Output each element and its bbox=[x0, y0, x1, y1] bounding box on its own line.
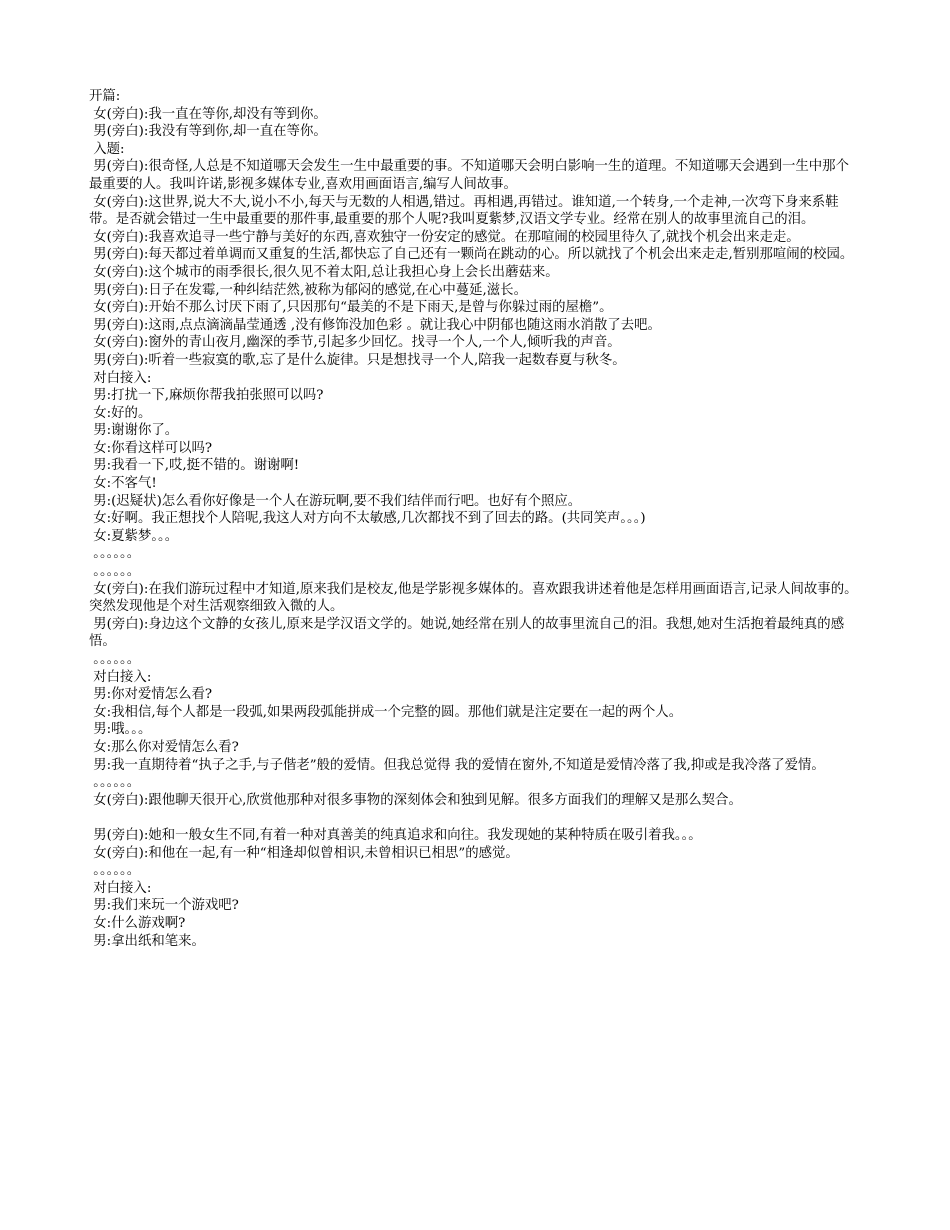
script-line: 。。。。。。 bbox=[89, 863, 141, 879]
script-line: 女:什么游戏啊? bbox=[89, 915, 186, 931]
script-line: 开篇: bbox=[89, 89, 121, 104]
script-line: 男(旁白):听着一些寂寞的歌,忘了是什么旋律。只是想找寻一个人,陪我一起数春夏与秋冬。 bbox=[89, 352, 626, 368]
script-line: 女:我相信,每个人都是一段弧,如果两段弧能拼成一个完整的圆。那他们就是注定要在一起的两个人。 bbox=[89, 704, 683, 720]
script-line: 男(旁白):每天都过着单调而又重复的生活,都快忘了自己还有一颗尚在跳动的心。所以就找了个机会出来走走,暂别那喧闹的校园。 bbox=[89, 247, 854, 263]
script-line: 女:好的。 bbox=[89, 405, 152, 421]
script-line: 男(旁白):很奇怪,人总是不知道哪天会发生一生中最重要的事。不知道哪天会明白影响一生的道理。不知道哪天会遇到一生中那个最重要的人。我叫许诺,影视多媒体专业,喜欢用画面语言,编写人间故事。 bbox=[89, 159, 849, 192]
script-line: 男:我一直期待着“执子之手,与子偕老”般的爱情。但我总觉得 我的爱情在窗外,不知道是爱情冷落了我,抑或是我冷落了爱情。 bbox=[89, 757, 825, 773]
script-line: 女(旁白):和他在一起,有一种“相逢却似曾相识,未曾相识已相思”的感觉。 bbox=[89, 845, 519, 861]
script-line: 对白接入: bbox=[89, 669, 152, 685]
script-line: 。。。。。。 bbox=[89, 652, 141, 667]
script-line: 女:好啊。我正想找个人陪呢,我这人对方向不太敏感,几次都找不到了回去的路。(共同笑声。。。) bbox=[89, 511, 646, 527]
script-line: 对白接入: bbox=[89, 880, 152, 896]
blank-line bbox=[89, 809, 861, 827]
script-line: 女(旁白):在我们游玩过程中才知道,原来我们是校友,他是学影视多媒体的。喜欢跟我讲述着他是怎样用画面语言,记录人间故事的。突然发现他是个对生活观察细致入微的人。 bbox=[89, 581, 858, 615]
script-line: 男(旁白):这雨,点点滴滴晶莹通透 ,没有修饰没加色彩 。就让我心中阴郁也随这雨水消散了去吧。 bbox=[89, 317, 661, 333]
script-line: 男:哦。。。 bbox=[89, 722, 152, 738]
script-document bbox=[89, 88, 861, 950]
script-line: 入题: bbox=[89, 141, 125, 157]
script-line: 男(旁白):我没有等到你,却一直在等你。 bbox=[89, 124, 327, 140]
script-line: 女(旁白):跟他聊天很开心,欣赏他那种对很多事物的深刻体会和独到见解。很多方面我们的理解又是那么契合。 bbox=[89, 792, 742, 808]
script-line: 。。。。。。 bbox=[89, 564, 141, 580]
script-line: 女:夏紫梦。。。 bbox=[89, 528, 179, 544]
script-line: 男:(迟疑状)怎么看你好像是一个人在游玩啊,要不我们结伴而行吧。也好有个照应。 bbox=[89, 493, 582, 509]
script-line: 女(旁白):开始不那么讨厌下雨了,只因那句“最美的不是下雨天,是曾与你躲过雨的屋檐”。 bbox=[89, 300, 613, 316]
script-line: 女:你看这样可以吗? bbox=[89, 440, 213, 456]
script-line: 对白接入: bbox=[89, 370, 152, 386]
script-line: 。。。。。。 bbox=[89, 546, 141, 562]
script-line: 男:打扰一下,麻烦你帮我拍张照可以吗? bbox=[89, 388, 324, 404]
script-line: 女:那么你对爱情怎么看? bbox=[89, 739, 239, 755]
script-line: 女(旁白):我一直在等你,却没有等到你。 bbox=[89, 106, 327, 122]
script-line: 男:我们来玩一个游戏吧? bbox=[89, 898, 239, 914]
script-line: 男(旁白):日子在发霉,一种纠结茫然,被称为郁闷的感觉,在心中蔓延,滋长。 bbox=[89, 282, 527, 298]
script-line: 女(旁白):这世界,说大不大,说小不小,每天与无数的人相遇,错过。再相遇,再错过。谁知道,一个转身,一个走神,一次弯下身来系鞋带。是否就会错过一生中最重要的那件事,最重要的那个人呢?我叫夏紫梦,汉语文学专业。经常在别人的故事里流自己的泪。 bbox=[89, 194, 839, 228]
script-line: 男:拿出纸和笔来。 bbox=[89, 933, 205, 949]
script-line: 男(旁白):身边这个文静的女孩儿,原来是学汉语文学的。她说,她经常在别人的故事里流自己的泪。我想,她对生活抱着最纯真的感悟。 bbox=[89, 616, 845, 650]
script-line: 男:我看一下,哎,挺不错的。谢谢啊! bbox=[89, 458, 300, 474]
script-line: 男:你对爱情怎么看? bbox=[89, 687, 213, 703]
script-line: 女(旁白):窗外的青山夜月,幽深的季节,引起多少回忆。找寻一个人,一个人,倾听我的声音。 bbox=[89, 335, 621, 351]
script-line: 女(旁白):这个城市的雨季很长,很久见不着太阳,总让我担心身上会长出蘑菇来。 bbox=[89, 264, 559, 280]
script-line: 。。。。。。 bbox=[89, 775, 141, 791]
script-line: 男:谢谢你了。 bbox=[89, 423, 179, 439]
script-line: 男(旁白):她和一般女生不同,有着一种对真善美的纯真追求和向往。我发现她的某种特质在吸引着我。。。 bbox=[89, 827, 702, 843]
script-line: 女(旁白):我喜欢追寻一些宁静与美好的东西,喜欢独守一份安定的感觉。在那喧闹的校园里待久了,就找个机会出来走走。 bbox=[89, 229, 800, 245]
script-line: 女:不客气! bbox=[89, 476, 157, 492]
